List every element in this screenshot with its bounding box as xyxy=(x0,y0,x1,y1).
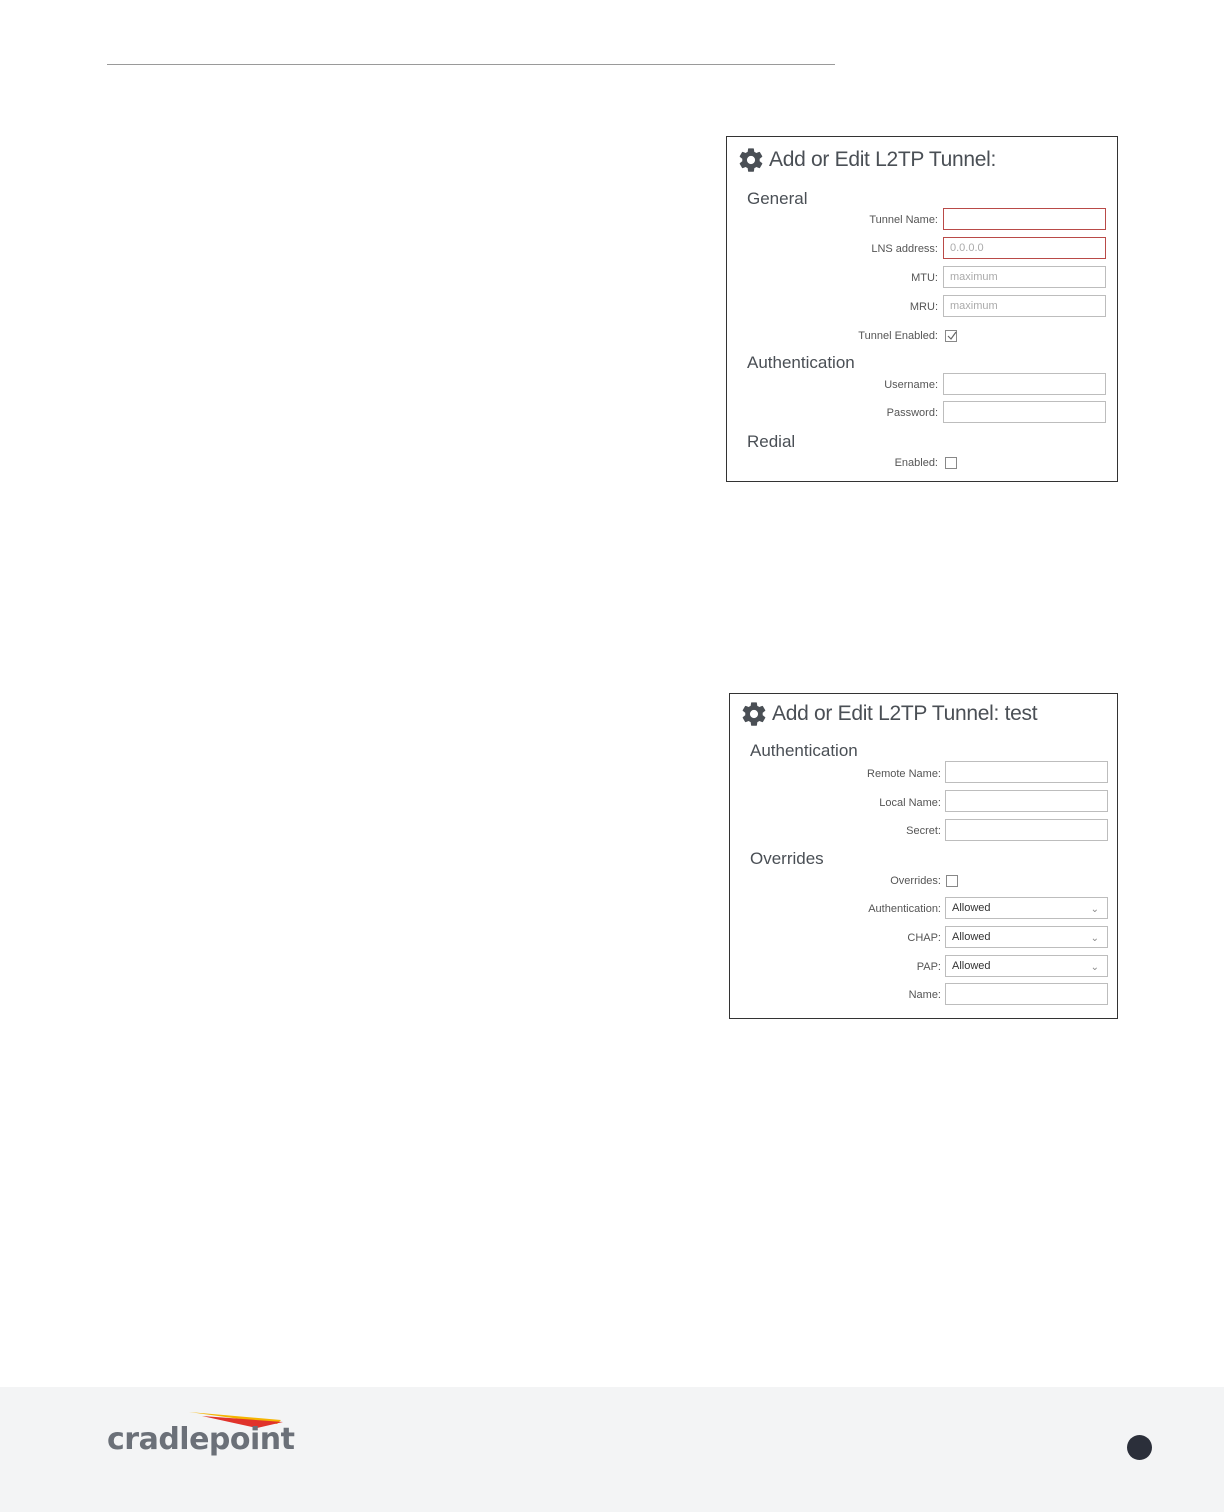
chevron-down-icon: ⌄ xyxy=(1090,962,1099,973)
mtu-label: MTU: xyxy=(911,272,938,284)
tunnel-enabled-checkbox[interactable] xyxy=(945,330,957,342)
authentication-select[interactable] xyxy=(945,897,1108,919)
l2tp-tunnel-test-dialog xyxy=(729,693,1118,1019)
page-number-dot xyxy=(1127,1435,1152,1460)
tunnel-name-label: Tunnel Name: xyxy=(869,214,938,226)
cradlepoint-logo xyxy=(107,1410,295,1465)
mtu-input[interactable]: maximum xyxy=(943,266,1106,288)
lns-address-input[interactable]: 0.0.0.0 xyxy=(943,237,1106,259)
chevron-down-icon: ⌄ xyxy=(1090,904,1099,915)
dialog-title-text: Add or Edit L2TP Tunnel: test xyxy=(772,702,1038,725)
gear-icon xyxy=(737,146,765,174)
pap-select[interactable] xyxy=(945,955,1108,977)
overrides-checkbox[interactable] xyxy=(946,875,958,887)
redial-enabled-label: Enabled: xyxy=(894,457,938,469)
lns-address-label: LNS address: xyxy=(871,243,938,255)
section-redial: Redial xyxy=(747,432,796,451)
gear-icon xyxy=(740,700,768,728)
l2tp-tunnel-dialog xyxy=(726,136,1118,482)
chevron-down-icon: ⌄ xyxy=(1090,933,1099,944)
mru-input[interactable]: maximum xyxy=(943,295,1106,317)
password-input[interactable] xyxy=(943,401,1106,423)
name-label: Name: xyxy=(908,989,941,1001)
pap-label: PAP: xyxy=(916,961,941,973)
dialog-title xyxy=(737,146,996,174)
mru-label: MRU: xyxy=(909,301,938,313)
password-label: Password: xyxy=(886,407,938,419)
local-name-input[interactable] xyxy=(945,790,1108,812)
checkmark-icon xyxy=(946,330,958,342)
local-name-label: Local Name: xyxy=(879,797,941,809)
dialog-title xyxy=(740,700,1037,728)
tunnel-enabled-label: Tunnel Enabled: xyxy=(858,330,938,342)
top-rule xyxy=(107,64,835,65)
chap-label: CHAP: xyxy=(907,932,941,944)
section-overrides: Overrides xyxy=(750,849,824,868)
remote-name-label: Remote Name: xyxy=(867,768,941,780)
dialog-title-text: Add or Edit L2TP Tunnel: xyxy=(769,148,997,171)
logo-text: cradlepoint xyxy=(107,1422,295,1457)
authentication-label: Authentication: xyxy=(868,903,941,915)
username-label: Username: xyxy=(884,379,938,391)
section-authentication: Authentication xyxy=(750,741,858,760)
remote-name-input[interactable] xyxy=(945,761,1108,783)
chap-select-value: Allowed xyxy=(952,931,991,943)
redial-enabled-checkbox[interactable] xyxy=(945,457,957,469)
chap-select[interactable] xyxy=(945,926,1108,948)
secret-input[interactable] xyxy=(945,819,1108,841)
authentication-select-value: Allowed xyxy=(952,902,991,914)
overrides-label: Overrides: xyxy=(890,875,941,887)
tunnel-name-input[interactable] xyxy=(943,208,1106,230)
pap-select-value: Allowed xyxy=(952,960,991,972)
username-input[interactable] xyxy=(943,373,1106,395)
section-authentication: Authentication xyxy=(747,353,855,372)
section-general: General xyxy=(747,189,808,208)
secret-label: Secret: xyxy=(906,825,941,837)
name-input[interactable] xyxy=(945,983,1108,1005)
